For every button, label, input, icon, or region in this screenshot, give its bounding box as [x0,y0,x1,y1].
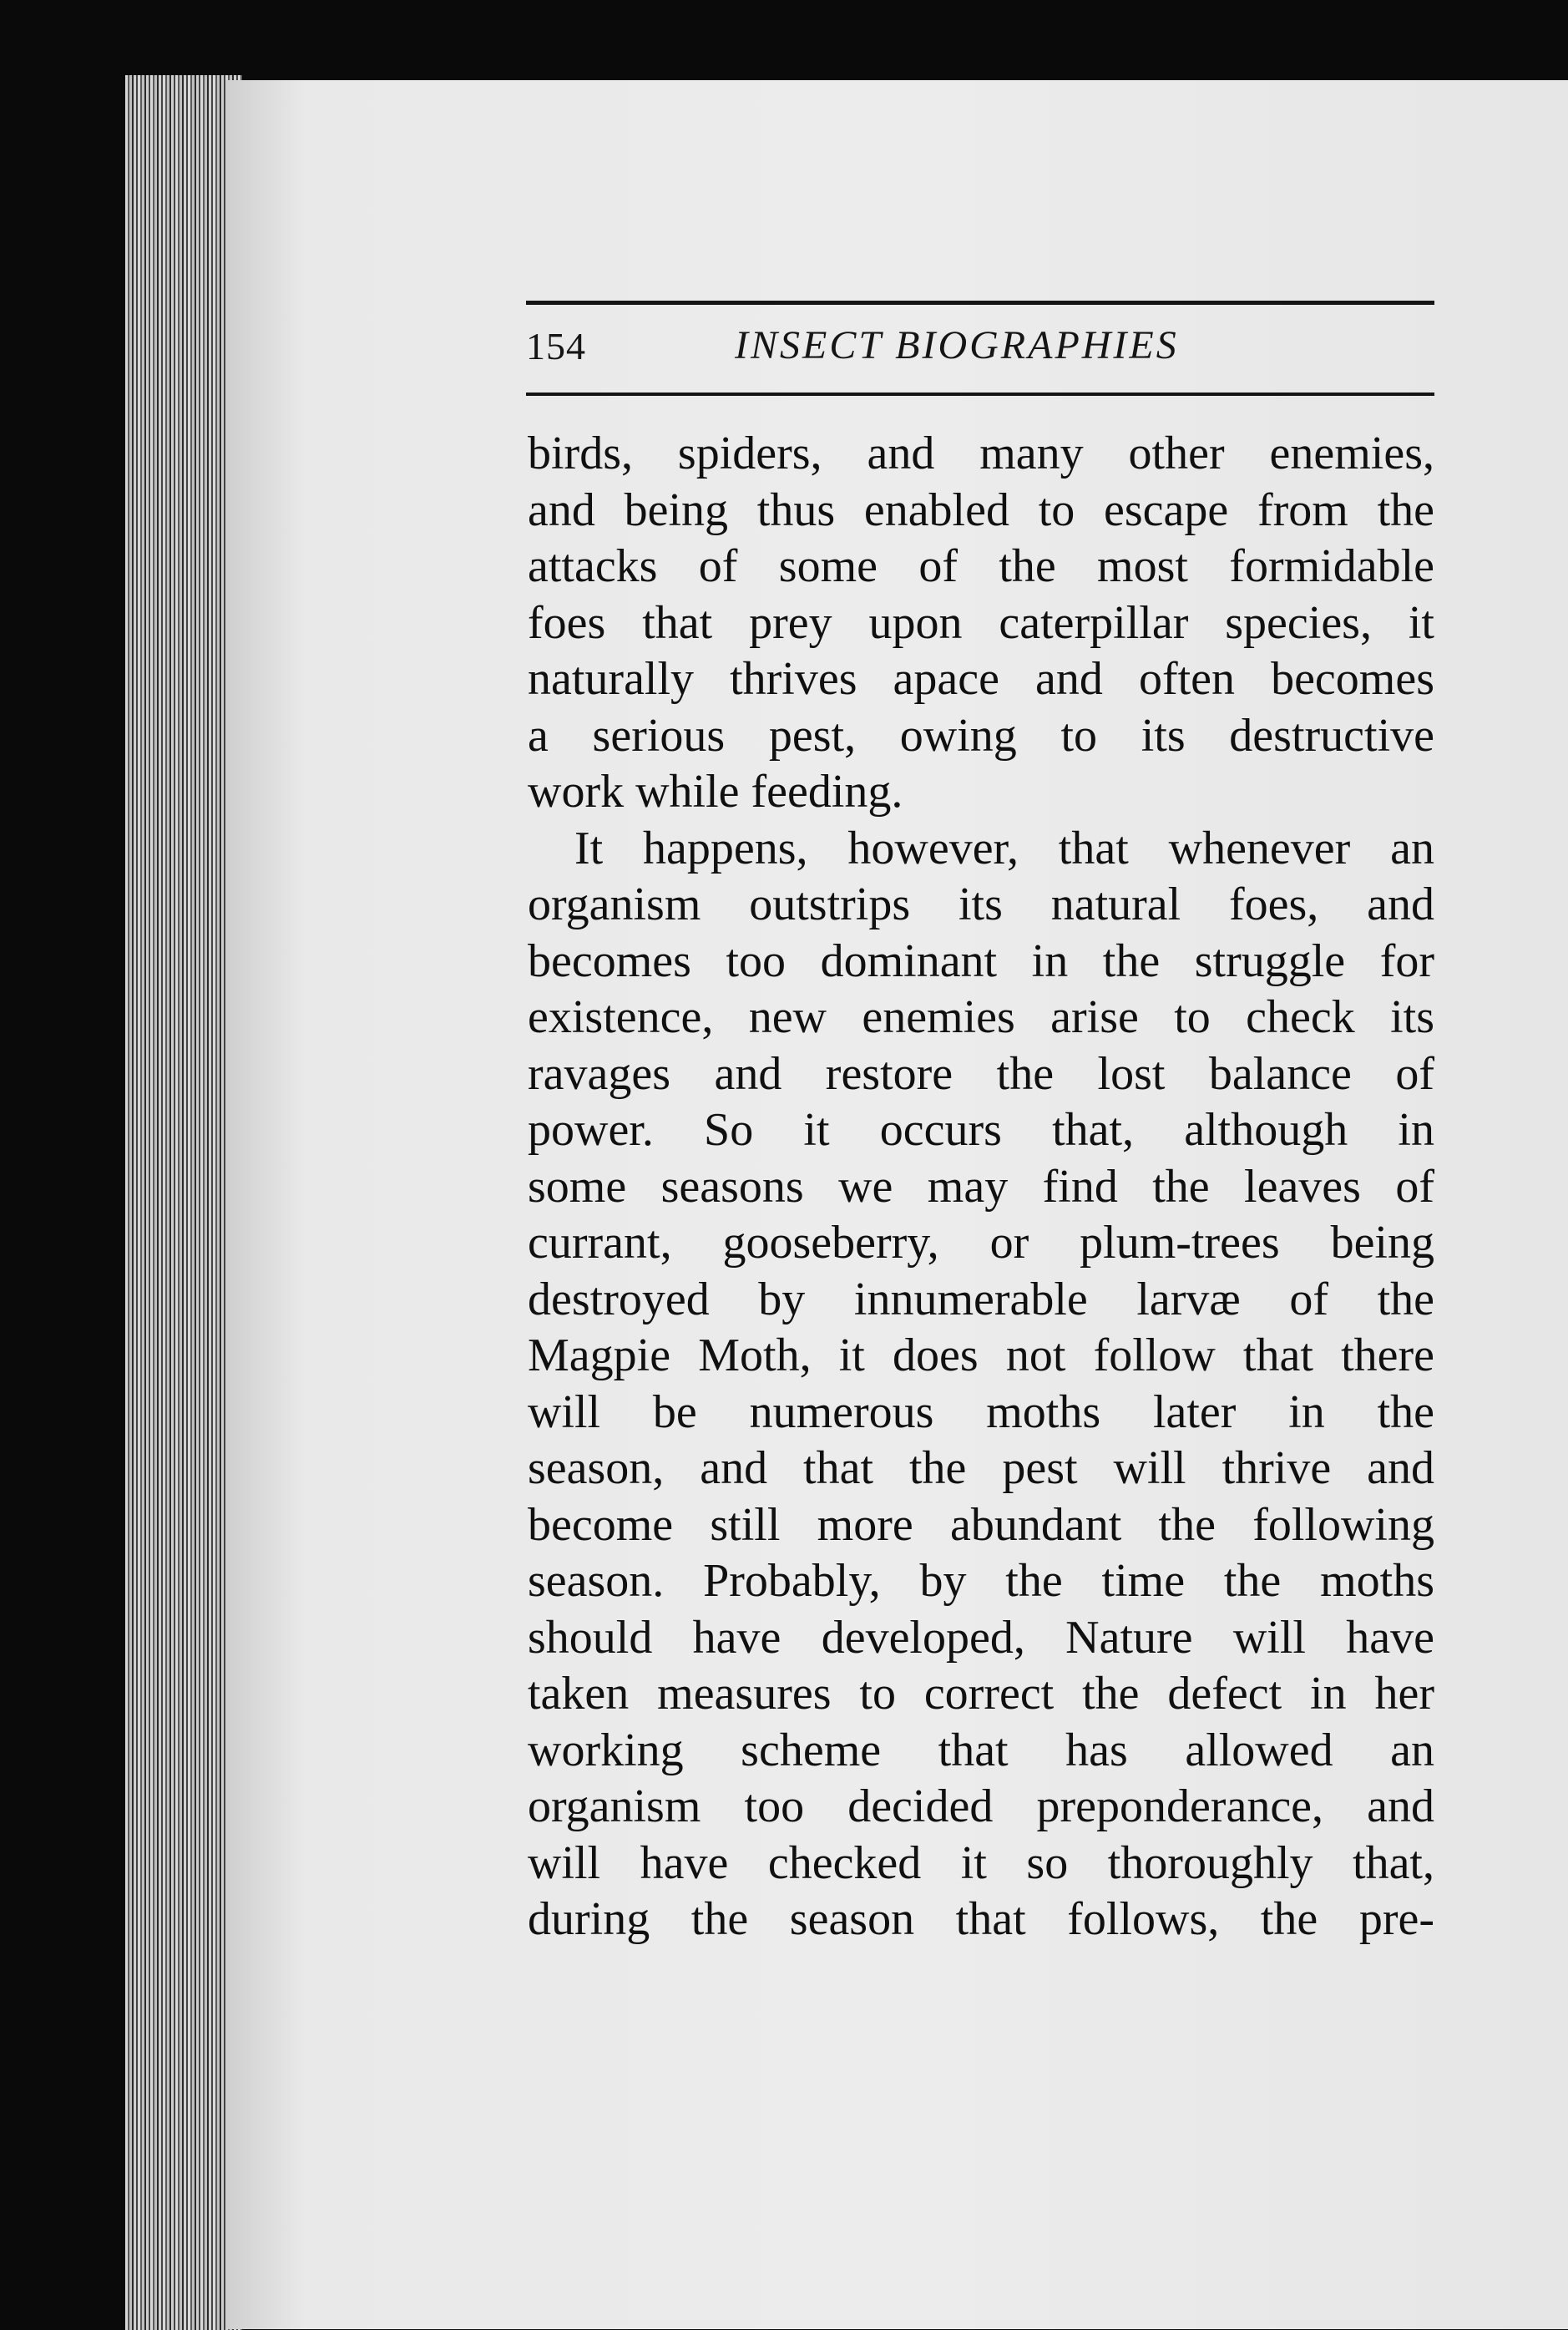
text-line: currant, gooseberry, or plum-trees being [528,1217,1434,1269]
header-rule-top [526,301,1434,305]
text-line: organism outstrips its natural foes, and [528,879,1434,930]
text-line: will have checked it so thoroughly that, [528,1836,1434,1889]
text-line: and being thus enabled to escape from the [528,484,1434,536]
text-line: work while feeding. [528,766,903,818]
running-head: INSECT BIOGRAPHIES [735,323,1179,367]
text-line: season. Probably, by the time the moths [528,1555,1434,1607]
text-line: destroyed by innumerable larvæ of the [528,1273,1434,1325]
text-line: It happens, however, that whenever an [574,822,1434,874]
text-line: should have developed, Nature will have [528,1611,1434,1664]
text-line: taken measures to correct the defect in her [528,1668,1434,1720]
text-line: power. So it occurs that, although in [528,1104,1434,1156]
text-line: existence, new enemies arise to check its [528,991,1434,1043]
text-line: during the season that follows, the pre- [528,1893,1434,1945]
text-line: birds, spiders, and many other enemies, [528,428,1434,479]
text-line: foes that prey upon caterpillar species, it [528,596,1434,649]
book-page-edges [125,75,242,2330]
text-line: naturally thrives apace and often becomes [528,653,1434,705]
text-line: will be numerous moths later in the [528,1385,1434,1438]
text-line: become still more abundant the following [528,1498,1434,1551]
text-line: some seasons we may find the leaves of [528,1160,1434,1213]
text-line: organism too decided preponderance, and [528,1780,1434,1832]
text-line: season, and that the pest will thrive and [528,1442,1434,1494]
text-line: ravages and restore the lost balance of [528,1047,1434,1100]
header-rule-bottom [526,393,1434,396]
page-number: 154 [526,325,586,367]
text-line: a serious pest, owing to its destructive [528,709,1434,762]
body-text [528,426,1434,1948]
text-line: attacks of some of the most formidable [528,540,1434,592]
text-line: Magpie Moth, it does not follow that there [528,1330,1434,1381]
text-line: becomes too dominant in the struggle for [528,935,1434,987]
text-line: working scheme that has allowed an [528,1724,1434,1776]
